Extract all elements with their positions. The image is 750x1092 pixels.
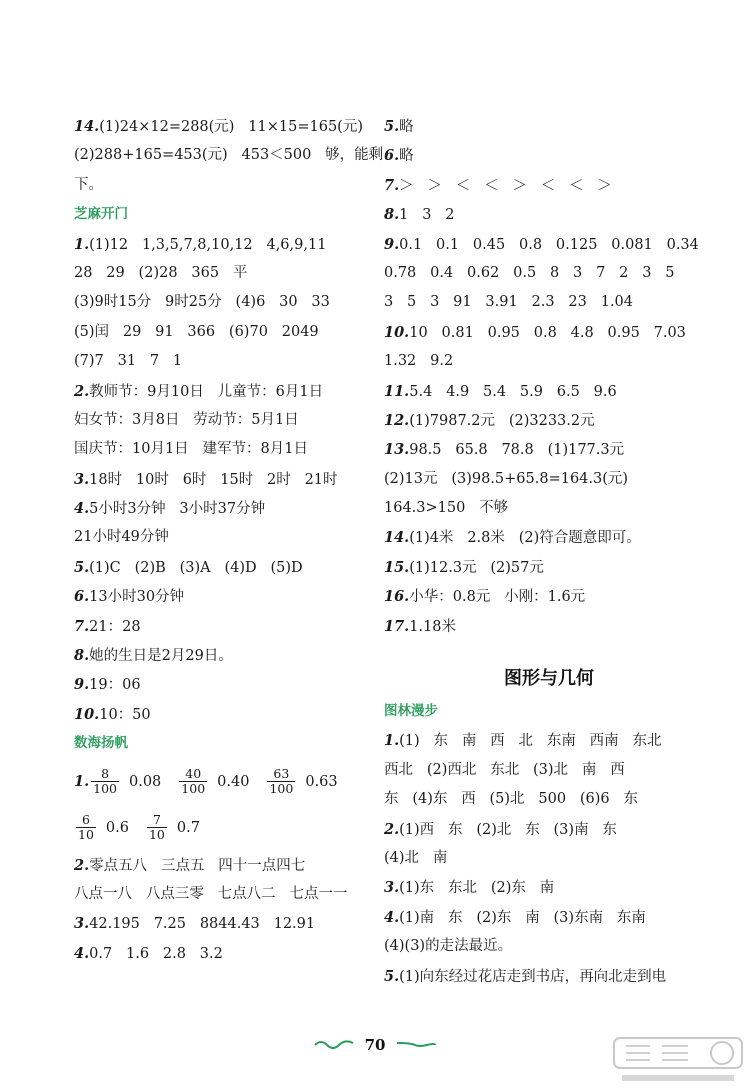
question-number: 7.: [74, 617, 90, 635]
question-number: 10.: [384, 323, 410, 341]
answer-text: (1)西 东 (2)北 东 (3)南 东: [399, 821, 617, 838]
question-number: 14.: [74, 118, 100, 135]
answer-line: [384, 612, 714, 641]
answer-text: 1.32 9.2: [384, 353, 454, 370]
answer-text: 10：50: [99, 706, 151, 723]
answer-line: [74, 612, 374, 641]
answer-line: [384, 844, 714, 873]
answer-line: [384, 582, 714, 611]
answer-text: 10 0.81 0.95 0.8 4.8 0.95 7.03: [409, 324, 686, 341]
decimal-value: 0.6: [105, 819, 129, 836]
answer-text: 164.3>150 不够: [384, 500, 509, 517]
answer-text: ＞ ＞ ＜ ＜ ＞ ＜ ＜ ＞: [399, 177, 612, 194]
answer-line: [384, 815, 714, 844]
answer-text: 19：06: [89, 677, 141, 694]
answer-text: 国庆节：10月1日 建军节：8月1日: [74, 441, 308, 458]
fraction-denominator: 10: [148, 827, 165, 843]
answer-text: (1)7987.2元 (2)3233.2元: [409, 412, 595, 429]
answer-line: [384, 932, 714, 961]
answer-line: [74, 141, 384, 170]
question-number: 8.: [74, 647, 90, 665]
answer-line: [384, 785, 714, 814]
question-number: 3.: [74, 915, 90, 933]
decimal-value: 0.40: [217, 773, 250, 790]
fraction-answer-line: [74, 805, 374, 851]
question-number: 14.: [384, 529, 410, 547]
answer-line: [384, 347, 714, 376]
answer-line: [74, 318, 374, 347]
answer-text: 28 29 (2)28 365 平: [74, 264, 248, 281]
question-number: 17.: [384, 617, 410, 635]
answer-text: 下。: [74, 176, 103, 193]
answer-text: 略: [399, 148, 414, 165]
fraction-numerator: 7: [147, 813, 167, 828]
answer-line: [74, 939, 374, 968]
answer-text: (7)7 31 7 1: [74, 353, 183, 370]
answer-line: [384, 523, 714, 552]
answer-line: [74, 171, 374, 200]
answer-line: [74, 347, 374, 376]
answer-text: (2)288+165=453(元) 453＜500 够，能剩: [74, 147, 384, 164]
answer-text: 98.5 65.8 78.8 (1)177.3元: [409, 442, 625, 459]
answer-text: 42.195 7.25 8844.43 12.91: [89, 916, 316, 933]
question-number: 5.: [384, 118, 400, 135]
answer-text: 21小时49分钟: [74, 529, 169, 546]
question-number: 3.: [74, 470, 90, 488]
answer-line: [74, 406, 374, 435]
answer-text: 妇女节：3月8日 劳动节：5月1日: [74, 411, 299, 428]
answer-text: 她的生日是2月29日。: [89, 648, 233, 665]
answer-line: [74, 553, 374, 582]
answer-line: [74, 435, 374, 464]
answer-line: [74, 377, 374, 406]
question-number: 4.: [74, 500, 90, 518]
section-title: 图形与几何: [504, 668, 594, 690]
fraction: [76, 813, 96, 842]
answer-text: (3)9时15分 9时25分 (4)6 30 33: [74, 294, 330, 311]
answer-line: [74, 670, 374, 699]
answer-line: [384, 873, 714, 902]
answer-line: [384, 903, 714, 932]
question-number: 1.: [74, 235, 90, 253]
answer-text: (4)(3)的走法最近。: [384, 938, 513, 955]
right-wave-ornament-icon: [393, 1038, 437, 1052]
decimal-value: 0.63: [305, 773, 338, 790]
answer-line: [384, 288, 714, 317]
answer-line: [74, 230, 374, 259]
question-number: 4.: [384, 908, 400, 926]
answer-line: [384, 435, 714, 464]
answer-line: [74, 494, 374, 523]
fraction-numerator: 6: [76, 813, 96, 828]
fraction: [179, 767, 207, 796]
answer-text: 零点五八 三点五 四十一点四七: [89, 857, 306, 874]
answer-text: (5)闰 29 91 366 (6)70 2049: [74, 323, 319, 340]
answer-text: 八点一八 八点三零 七点八二 七点一一: [74, 885, 348, 902]
answer-text: (2)13元 (3)98.5+65.8=164.3(元): [384, 470, 629, 487]
left-wave-ornament-icon: [313, 1038, 357, 1052]
answer-line: [384, 318, 714, 347]
answer-text: 18时 10时 6时 15时 2时 21时: [89, 471, 338, 488]
answer-text: (1)12 1,3,5,7,8,10,12 4,6,9,11: [89, 236, 327, 253]
fraction-numerator: 63: [267, 767, 295, 782]
answer-text: 0.7 1.6 2.8 3.2: [89, 945, 223, 962]
answer-text: 0.78 0.4 0.62 0.5 8 3 7 2 3 5: [384, 264, 675, 281]
question-number: 5.: [74, 558, 90, 576]
question-number: 4.: [74, 944, 90, 962]
question-number: 2.: [384, 820, 400, 838]
fraction-answer-line: [74, 759, 374, 805]
fraction: [91, 767, 119, 796]
answer-text: (1)24×12=288(元) 11×15=165(元): [99, 119, 363, 135]
fraction-numerator: 8: [91, 767, 119, 782]
answer-text: (1) 东 南 西 北 东南 西南 东北: [399, 733, 662, 750]
answer-line: [74, 112, 374, 141]
answer-line: [74, 909, 374, 938]
fraction: [147, 813, 167, 842]
answer-text: (1)12.3元 (2)57元: [409, 559, 544, 576]
question-number: 9.: [384, 235, 400, 253]
section-heading: 数海扬帆: [74, 735, 128, 752]
answer-text: 5.4 4.9 5.4 5.9 6.5 9.6: [409, 383, 617, 400]
fraction-denominator: 100: [93, 781, 117, 797]
answer-line: [384, 141, 714, 170]
question-number: 2.: [74, 382, 90, 400]
question-number: 6.: [74, 588, 90, 606]
answer-text: (1)南 东 (2)东 南 (3)东南 东南: [399, 909, 646, 926]
answer-line: [384, 406, 714, 435]
section-spacer: [384, 641, 714, 661]
question-number: 13.: [384, 441, 410, 459]
answer-text: (1)向东经过花店走到书店，再向北走到电: [399, 968, 667, 985]
answer-text: (4)北 南: [384, 849, 448, 866]
answer-line: [384, 756, 714, 785]
answer-line: [384, 726, 714, 755]
question-number: 2.: [74, 856, 90, 874]
question-number: 5.: [384, 967, 400, 985]
answer-text: 东 (4)东 西 (5)北 500 (6)6 东: [384, 791, 638, 808]
answer-line: [74, 582, 374, 611]
page-number: 70: [364, 1036, 386, 1054]
decimal-value: 0.7: [176, 819, 200, 836]
question-number: 8.: [384, 206, 400, 224]
answer-line: [384, 230, 714, 259]
question-number: 7.: [384, 176, 400, 194]
answer-line: [384, 259, 714, 288]
question-number: 12.: [384, 411, 410, 429]
answer-text: 小华：0.8元 小刚：1.6元: [409, 589, 586, 606]
answer-line: [74, 259, 374, 288]
question-number: 15.: [384, 558, 410, 576]
answer-line: [384, 112, 714, 141]
answer-text: 5小时3分钟 3小时37分钟: [89, 501, 266, 518]
question-number: 9.: [74, 676, 90, 694]
decimal-value: 0.08: [129, 773, 162, 790]
watermark-logo-icon: [612, 1036, 744, 1088]
section-heading: 图林漫步: [384, 703, 438, 720]
question-number: 16.: [384, 588, 410, 606]
answer-text: 西北 (2)西北 东北 (3)北 南 西: [384, 761, 625, 778]
answer-line: [384, 553, 714, 582]
answer-line: [384, 962, 714, 991]
answer-text: 略: [399, 119, 414, 135]
question-number: 1.: [74, 772, 90, 790]
answer-text: 1 3 2: [399, 207, 455, 224]
section-heading: 芝麻开门: [74, 206, 128, 223]
left-column: [74, 112, 384, 968]
answer-line: [74, 700, 374, 729]
right-column: [384, 112, 714, 991]
fraction-denominator: 10: [78, 827, 94, 843]
answer-text: 1.18米: [409, 618, 457, 635]
answer-line: [384, 171, 714, 200]
answer-text: (1)4米 2.8米 (2)符合题意即可。: [409, 530, 641, 547]
answer-line: [384, 200, 714, 229]
answer-text: 0.1 0.1 0.45 0.8 0.125 0.081 0.34: [399, 236, 699, 253]
question-number: 6.: [384, 147, 400, 165]
answer-line: [74, 851, 374, 880]
question-number: 1.: [384, 732, 400, 750]
answer-text: 13小时30分钟: [89, 589, 185, 606]
question-number: 3.: [384, 879, 400, 897]
fraction: [267, 767, 295, 796]
question-number: 10.: [74, 705, 100, 723]
fraction-denominator: 100: [269, 781, 294, 797]
answer-line: [384, 494, 714, 523]
answer-text: 3 5 3 91 3.91 2.3 23 1.04: [384, 294, 633, 311]
answer-line: [384, 465, 714, 494]
answer-line: [74, 880, 374, 909]
answer-text: 教师节：9月10日 儿童节：6月1日: [89, 383, 324, 400]
question-number: 11.: [384, 382, 410, 400]
answer-line: [74, 641, 374, 670]
answer-text: (1)C (2)B (3)A (4)D (5)D: [89, 559, 303, 576]
answer-text: (1)东 东北 (2)东 南: [399, 880, 555, 897]
answer-line: [74, 288, 374, 317]
answer-line: [384, 377, 714, 406]
answer-line: [74, 523, 374, 552]
answer-text: 21：28: [89, 618, 141, 635]
fraction-denominator: 100: [181, 781, 206, 797]
fraction-numerator: 40: [179, 767, 207, 782]
answer-line: [74, 465, 374, 494]
